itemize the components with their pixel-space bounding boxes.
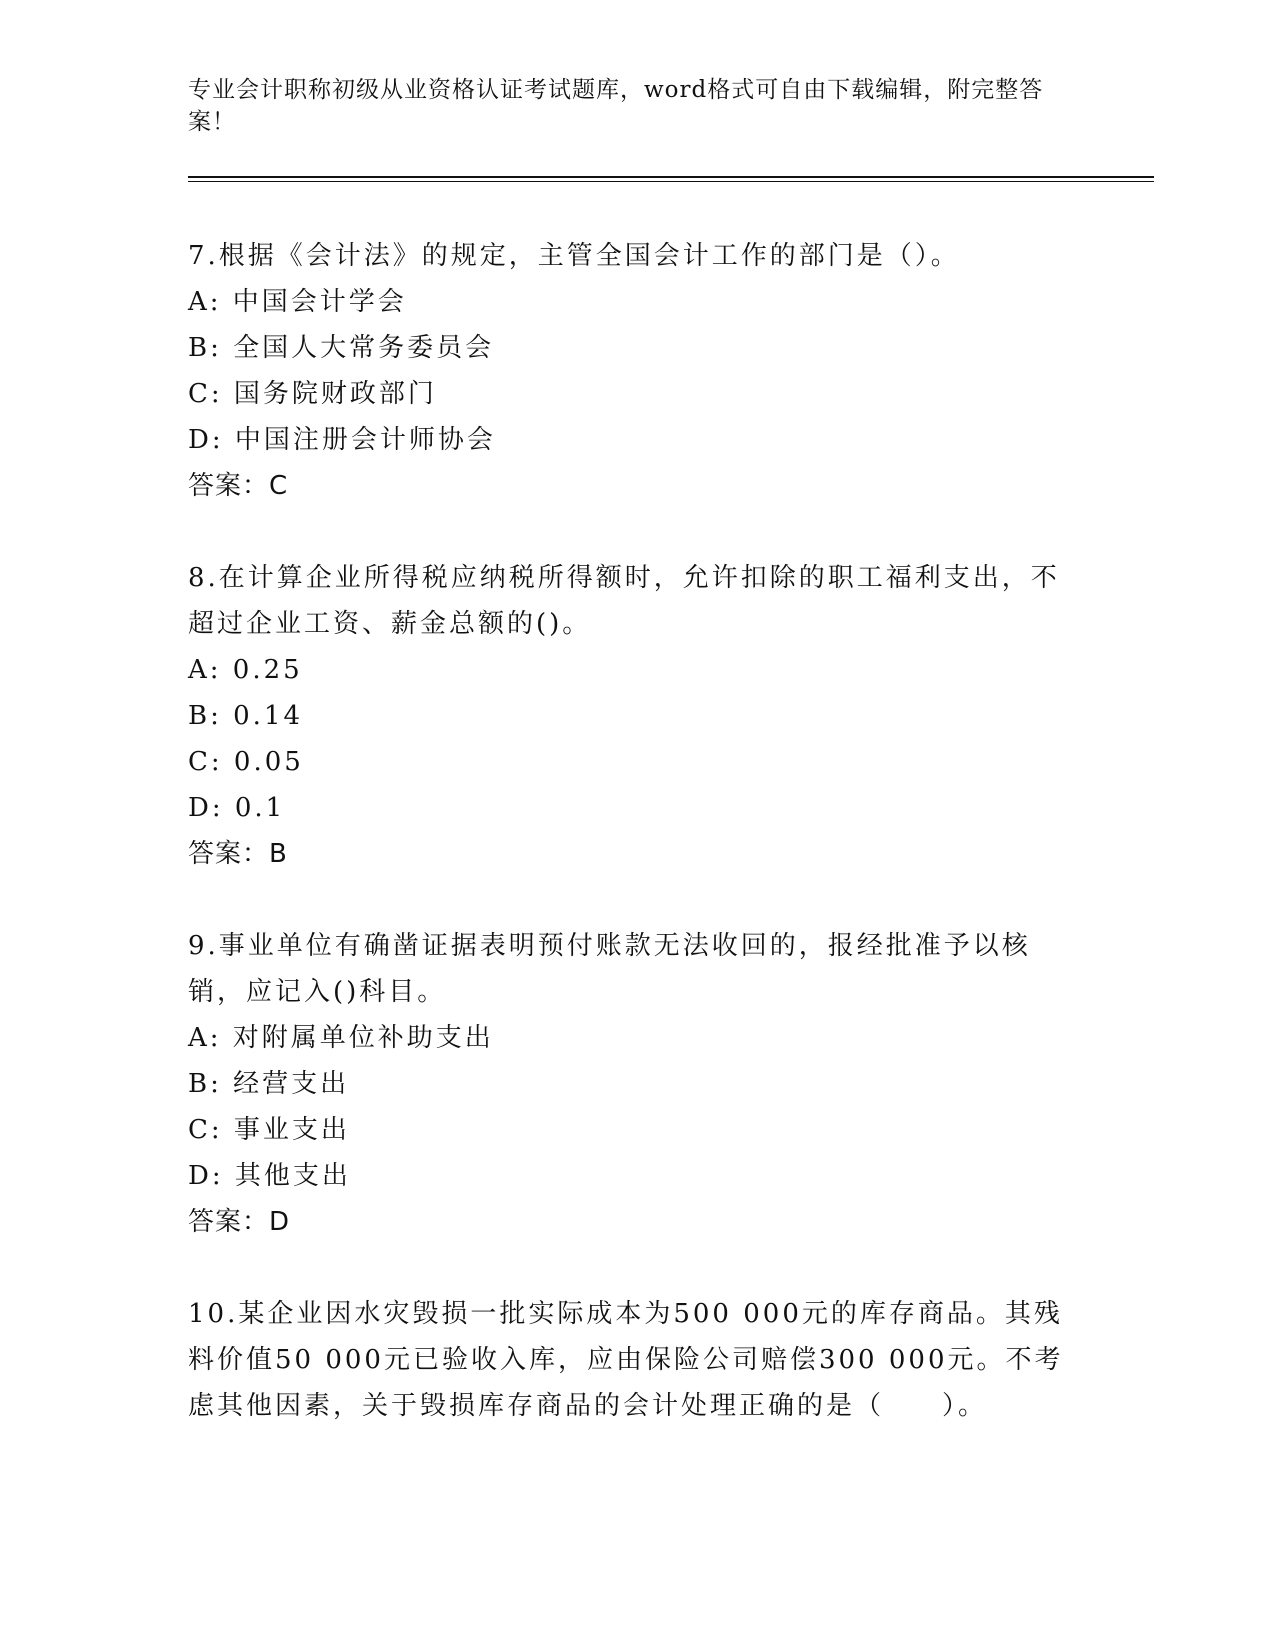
option-a: A: 中国会计学会 [188,287,407,317]
answer-line: 答案：C [188,471,289,501]
option-b: B: 0.14 [188,701,304,731]
question-8 [188,555,1078,877]
option-b: B: 经营支出 [188,1069,350,1099]
header-divider-thin [188,181,1154,182]
option-c: C: 国务院财政部门 [188,379,437,409]
page-header-text: 专业会计职称初级从业资格认证考试题库，word格式可自由下载编辑，附完整答案！ [188,77,1044,135]
option-c: C: 事业支出 [188,1115,350,1145]
header-divider-thick [188,176,1154,178]
question-text: 7.根据《会计法》的规定，主管全国会计工作的部门是（）。 [188,241,960,271]
option-d: D: 中国注册会计师协会 [188,425,496,455]
answer-line: 答案：D [188,1207,291,1237]
question-text: 10.某企业因水灾毁损一批实际成本为500 000元的库存商品。其残料价值50 000元已验收入库，应由保险公司赔偿300 000元。不考虑其他因素，关于毁损库存商品的会计处理正确的是（ ）。 [188,1299,1064,1421]
option-c: C: 0.05 [188,747,304,777]
question-10 [188,1291,1078,1429]
option-d: D: 0.1 [188,793,286,823]
question-9 [188,923,1078,1245]
question-7 [188,233,1078,509]
option-d: D: 其他支出 [188,1161,351,1191]
question-list [188,233,1078,1475]
option-b: B: 全国人大常务委员会 [188,333,495,363]
question-text: 8.在计算企业所得税应纳税所得额时，允许扣除的职工福利支出，不超过企业工资、薪金总额的()。 [188,563,1060,639]
question-text: 9.事业单位有确凿证据表明预付账款无法收回的，报经批准予以核销，应记入()科目。 [188,931,1031,1007]
answer-line: 答案：B [188,839,288,869]
option-a: A: 0.25 [188,655,303,685]
option-a: A: 对附属单位补助支出 [188,1023,494,1053]
